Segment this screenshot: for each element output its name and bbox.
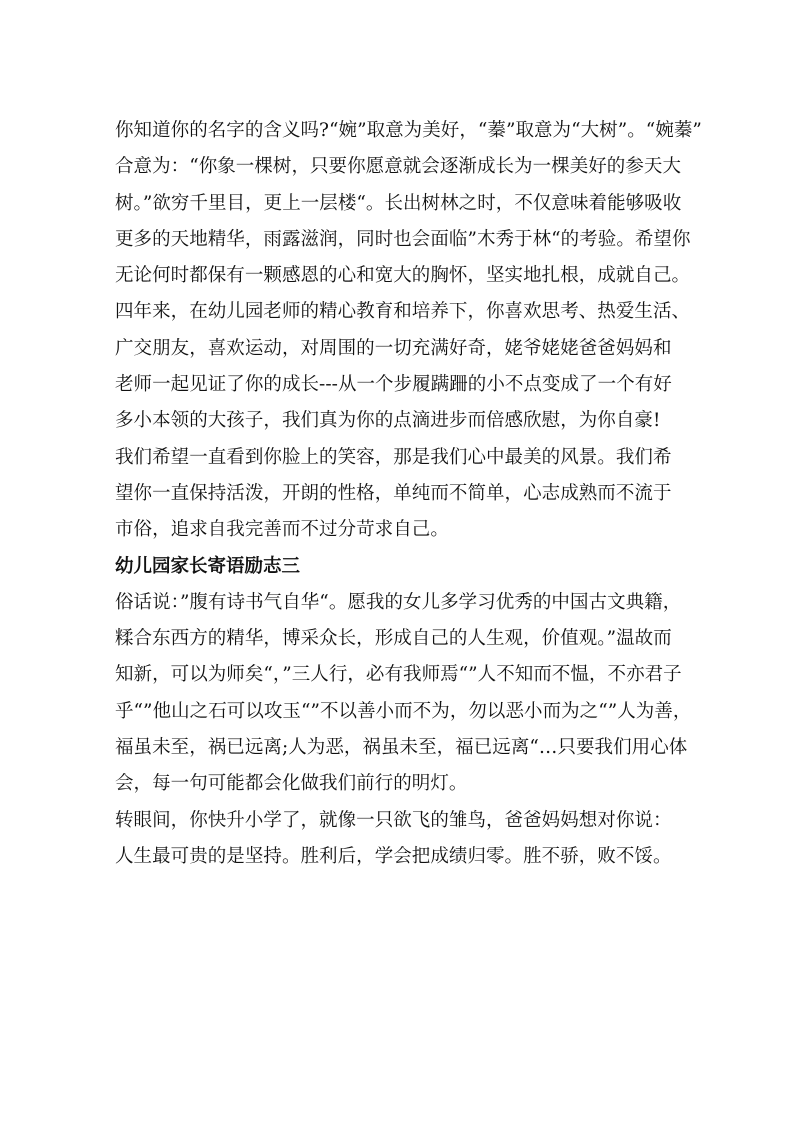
text-line: 转眼间，你快升小学了，就像一只欲飞的雏鸟，爸爸妈妈想对你说： — [115, 809, 672, 831]
text-line: 福虽未至，祸已远离;人为恶，祸虽未至，福已远离“…只要我们用心体 — [115, 737, 688, 759]
text-line: 广交朋友，喜欢运动，对周围的一切充满好奇，姥爷姥姥爸爸妈妈和 — [115, 337, 672, 359]
text-line: 乎“”他山之石可以攻玉“”不以善小而不为，勿以恶小而为之“”人为善， — [115, 700, 692, 722]
text-line: 四年来，在幼儿园老师的精心教育和培养下，你喜欢思考、热爱生活、 — [115, 301, 691, 323]
text-line: 知新，可以为师矣“，”三人行，必有我师焉“”人不知而不愠，不亦君子 — [115, 664, 682, 686]
text-line: 你知道你的名字的含义吗?“婉”取意为美好，“蓁”取意为“大树”。“婉蓁” — [115, 120, 702, 141]
text-line: 会，每一句可能都会化做我们前行的明灯。 — [115, 773, 468, 795]
document-page — [115, 113, 702, 875]
text-line: 多小本领的大孩子，我们真为你的点滴进步而倍感欣慰，为你自豪! — [115, 410, 661, 432]
text-line: 更多的天地精华，雨露滋润，同时也会面临”木秀于林“的考验。希望你 — [115, 228, 691, 250]
text-line: 无论何时都保有一颗感恩的心和宽大的胸怀，坚实地扎根，成就自己。 — [115, 265, 691, 287]
paragraph-name-meaning — [115, 113, 702, 440]
text-line: 老师一起见证了你的成长---从一个步履蹒跚的小不点变成了一个有好 — [115, 374, 672, 396]
text-line: 我们希望一直看到你脸上的笑容，那是我们心中最美的风景。我们希 — [115, 446, 672, 468]
text-line: 合意为：“你象一棵树，只要你愿意就会逐渐成长为一棵美好的参天大 — [115, 156, 682, 178]
text-line: 人生最可贵的是坚持。胜利后，学会把成绩归零。胜不骄，败不馁。 — [115, 845, 672, 867]
section-heading: 幼儿园家长寄语励志三 — [115, 555, 301, 577]
text-line: 树。”欲穷千里目，更上一层楼“。长出树林之时，不仅意味着能够吸收 — [115, 192, 682, 214]
text-line: 糅合东西方的精华，博采众长，形成自己的人生观，价值观。”温故而 — [115, 628, 672, 650]
paragraph-primary-school — [115, 803, 681, 876]
text-line: 俗话说：”腹有诗书气自华“。愿我的女儿多学习优秀的中国古文典籍， — [115, 591, 682, 613]
text-line: 望你一直保持活泼，开朗的性格，单纯而不简单，心志成熟而不流于 — [115, 482, 672, 504]
paragraph-proverbs — [115, 585, 692, 803]
text-line: 市俗，追求自我完善而不过分苛求自己。 — [115, 519, 449, 541]
paragraph-hope — [115, 440, 681, 549]
